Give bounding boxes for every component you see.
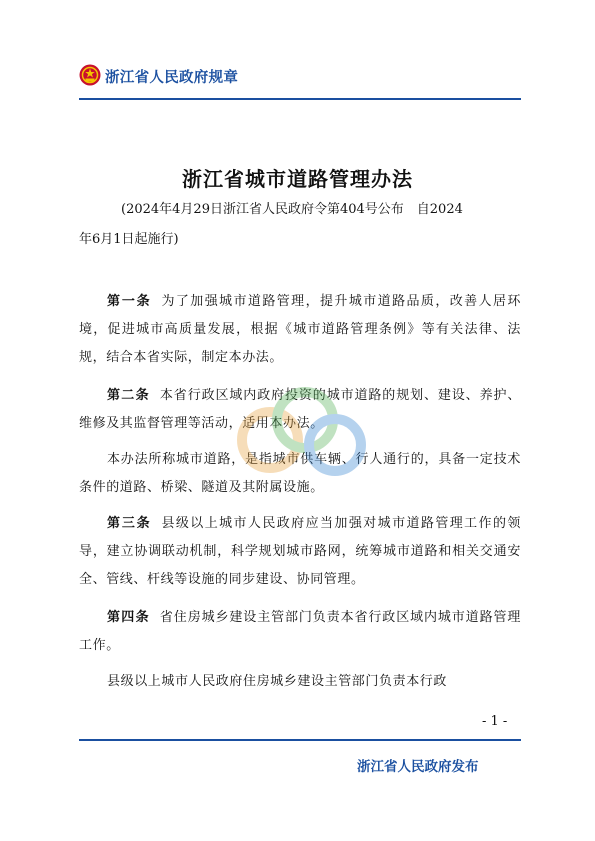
article-paragraph [79,288,521,372]
header-rule [79,98,521,100]
article-text: 省住房城乡建设主管部门负责本省行政区域内城市道路管理工作。 [79,610,521,653]
article-text: 为了加强城市道路管理，提升城市道路品质，改善人居环境，促进城市高质量发展，根据《城市道路管理条例》等有关法律、法规，结合本省实际，制定本办法。 [79,294,521,365]
national-emblem-icon [79,64,101,86]
article-paragraph [79,668,521,696]
article-text: 县级以上城市人民政府应当加强对城市道路管理工作的领导，建立协调联动机制，科学规划城市路网，统筹城市道路和相关交通安全、管线、杆线等设施的同步建设、协同管理。 [79,516,521,587]
page-number: - 1 - [482,714,508,729]
article-text: 本省行政区域内政府投资的城市道路的规划、建设、养护、维修及其监督管理等活动，适用本办法。 [79,388,521,431]
article-text: 县级以上城市人民政府住房城乡建设主管部门负责本行政 [107,674,448,689]
page-header [79,64,521,100]
article-text: 本办法所称城市道路，是指城市供车辆、行人通行的，具备一定技术条件的道路、桥梁、隧道及其附属设施。 [79,452,521,495]
footer-rule [79,739,521,741]
document-title: 浙江省城市道路管理办法 [182,167,413,191]
promulgation-note-line2: 年6月1日起施行) [79,232,179,247]
article-paragraph [79,446,521,502]
footer-publisher: 浙江省人民政府发布 [357,759,479,775]
article-number: 第一条 [107,294,152,309]
article-number: 第二条 [107,388,150,403]
header-title: 浙江省人民政府规章 [105,70,239,86]
article-paragraph [79,382,521,438]
article-paragraph [79,604,521,660]
article-number: 第四条 [107,610,150,625]
article-number: 第三条 [107,516,152,531]
article-paragraph [79,510,521,594]
promulgation-note-line1: (2024年4月29日浙江省人民政府令第404号公布 自2024 [121,202,463,217]
